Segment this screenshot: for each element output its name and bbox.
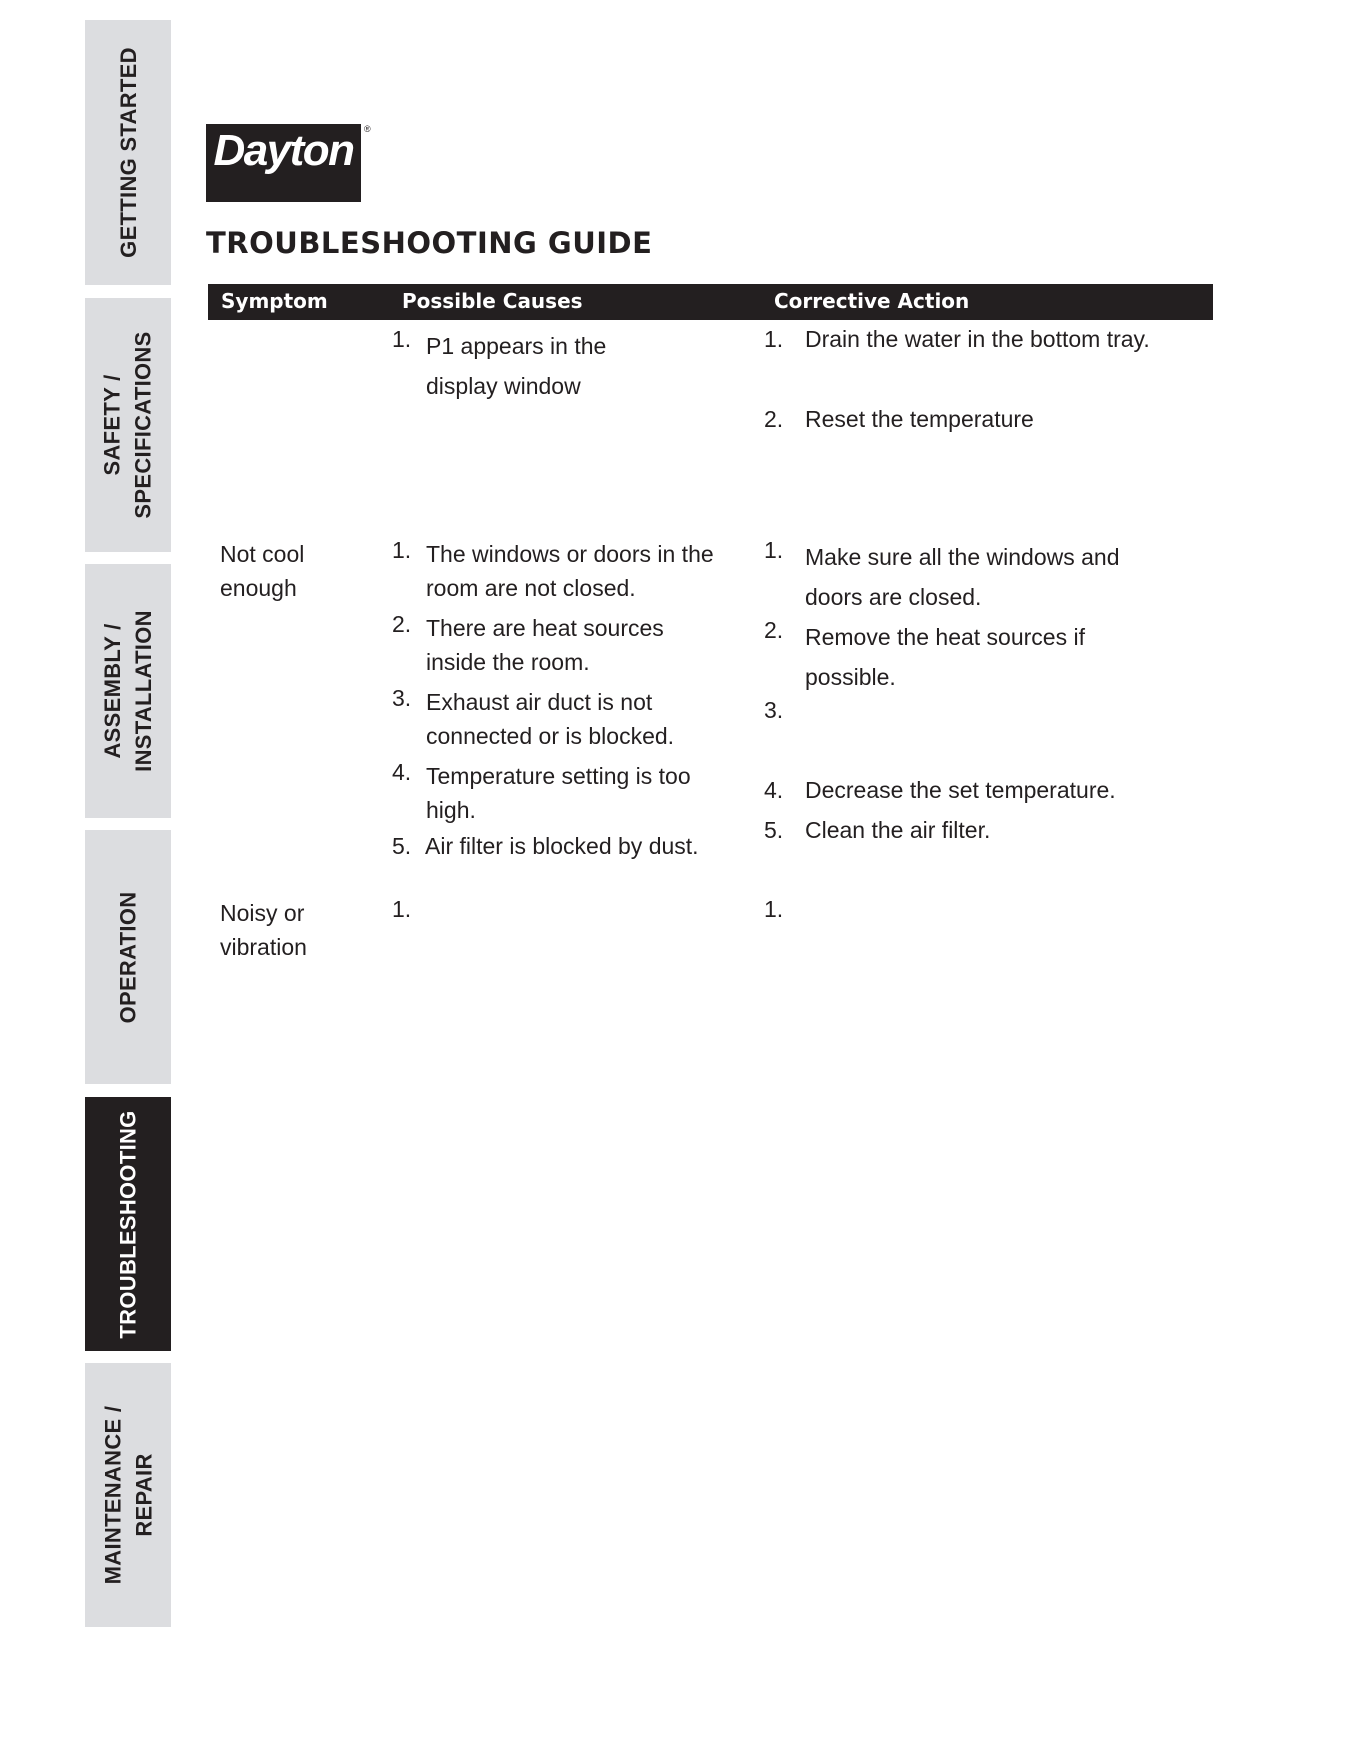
table-header [208,284,1213,320]
cause-number: 2. [392,611,412,637]
tab-troubleshooting[interactable] [85,1097,171,1351]
action-number: 3. [764,697,784,723]
dayton-logo [206,124,361,202]
tab-label: GETTING STARTED [115,47,141,258]
symptom-text: Not cool enough [220,541,305,601]
action-number: 1. [764,896,784,922]
tab-label: SAFETY / SPECIFICATIONS [100,331,157,519]
cause-text: Exhaust air duct is not connected or is blocked. [426,689,675,749]
cause-number: 1. [392,896,412,922]
tab-label: MAINTENANCE / REPAIR [100,1405,156,1585]
header-symptom: Symptom [221,289,328,313]
cause-number: 3. [392,685,412,711]
cause-text: P1 appears in the display window [426,333,607,399]
tab-label: ASSEMBLY / INSTALLATION [100,610,156,772]
tab-operation[interactable] [85,830,171,1084]
action-text: Reset the temperature [805,406,1034,432]
cause-text: Temperature setting is too high. [426,763,691,823]
tab-assembly-installation[interactable] [85,564,171,818]
header-corrective-action: Corrective Action [774,289,970,313]
cause-number: 4. [392,759,412,785]
header-possible-causes: Possible Causes [402,289,583,313]
action-text: Make sure all the windows and doors are closed. [805,544,1120,610]
action-number: 2. [764,617,784,643]
cause-number: 1. [392,537,412,563]
tab-getting-started[interactable] [85,20,171,285]
cause-text: Air filter is blocked by dust. [425,833,699,859]
logo-text: Dayton [213,126,354,175]
tab-label: TROUBLESHOOTING [115,1109,141,1339]
action-number: 4. [764,777,784,803]
cause-number: 5. [392,833,412,859]
action-number: 1. [764,326,784,352]
action-number: 1. [764,537,784,563]
cause-text: There are heat sources inside the room. [426,615,664,675]
action-text: Remove the heat sources if possible. [805,624,1085,690]
cause-number: 1. [392,326,412,352]
tab-safety-specifications[interactable] [85,298,171,552]
action-text: Drain the water in the bottom tray. [805,326,1150,352]
action-number: 2. [764,406,784,432]
registered-mark: ® [364,124,371,134]
tab-maintenance-repair[interactable] [85,1363,171,1627]
action-number: 5. [764,817,784,843]
page-title: TROUBLESHOOTING GUIDE [206,226,653,260]
action-text: Decrease the set temperature. [805,777,1116,803]
cause-text: The windows or doors in the room are not closed. [426,541,714,601]
action-text: Clean the air filter. [805,817,991,843]
tab-label: OPERATION [115,891,141,1023]
symptom-text: Noisy or vibration [220,900,307,960]
